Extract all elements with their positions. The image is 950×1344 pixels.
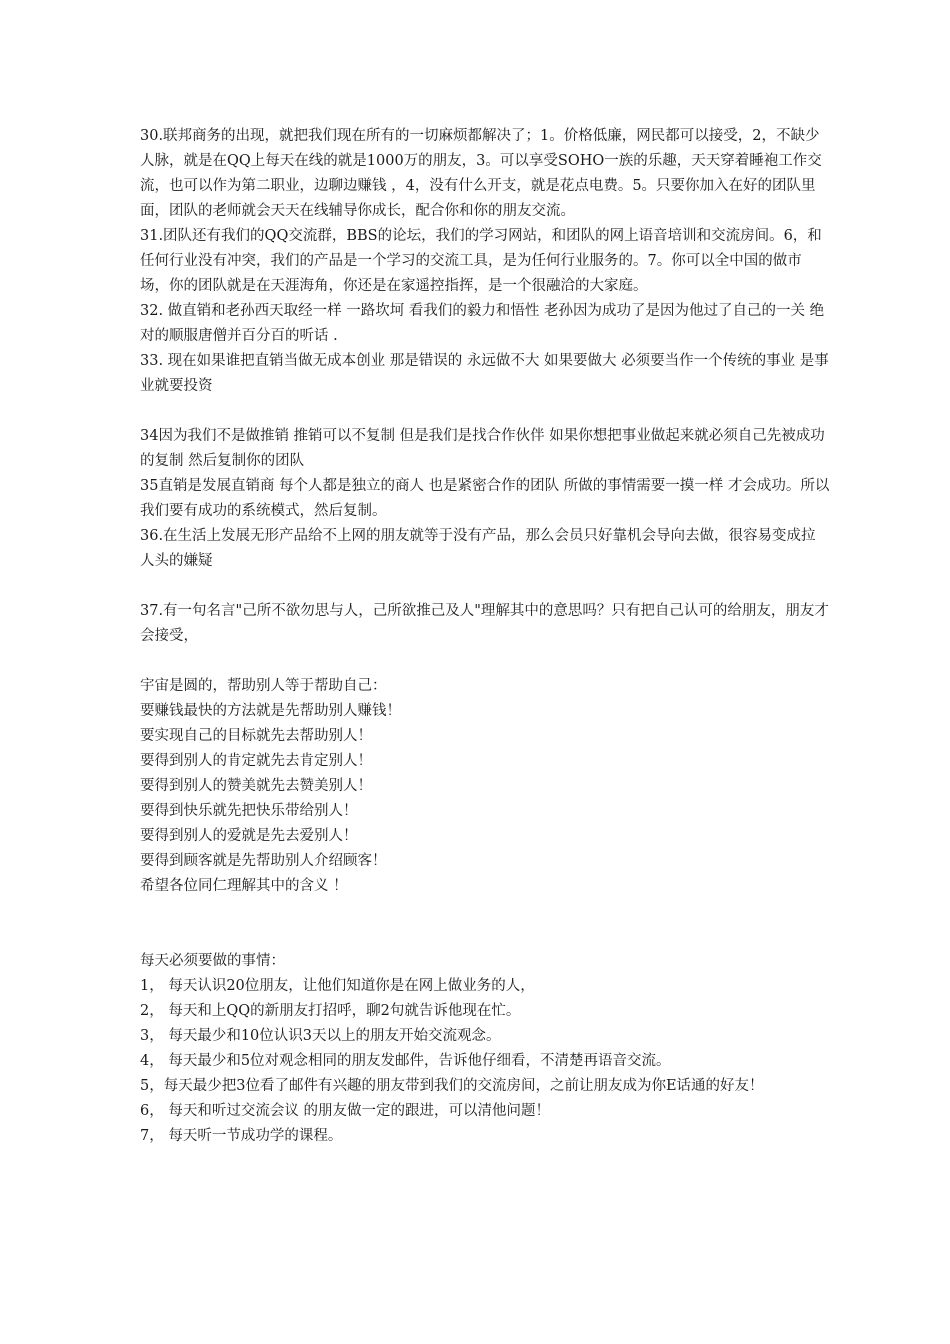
universe-line: 要得到别人的爱就是先去爱别人！: [140, 828, 358, 844]
daily-task-item: 6， 每天和听过交流会议 的朋友做一定的跟进，可以清他问题！: [140, 1103, 550, 1119]
spacer: [140, 574, 830, 599]
daily-task-item: 1， 每天认识20位朋友，让他们知道你是在网上做业务的人，: [140, 978, 535, 994]
document-body: [140, 124, 830, 1149]
daily-tasks-title: 每天必须要做的事情：: [140, 953, 285, 969]
paragraph-37: 37.有一句名言"己所不欲勿思与人，己所欲推己及人"理解其中的意思吗？只有把自己认可的给朋友，朋友才会接受，: [140, 603, 829, 644]
universe-line: 要得到快乐就先把快乐带给别人！: [140, 803, 358, 819]
universe-line: 要得到别人的肯定就先去肯定别人！: [140, 753, 372, 769]
universe-line: 要实现自己的目标就先去帮助别人！: [140, 728, 372, 744]
daily-task-item: 4， 每天最少和5位对观念相同的朋友发邮件，告诉他仔细看，不清楚再语音交流。: [140, 1053, 671, 1069]
universe-line: 宇宙是圆的，帮助别人等于帮助自己：: [140, 678, 387, 694]
universe-line: 要赚钱最快的方法就是先帮助别人赚钱！: [140, 703, 401, 719]
spacer: [140, 899, 830, 949]
universe-line: 希望各位同仁理解其中的含义 ！: [140, 878, 348, 894]
paragraph-30: 30.联邦商务的出现，就把我们现在所有的一切麻烦都解决了；1。价格低廉，网民都可以接受，2，不缺少人脉，就是在QQ上每天在线的就是1000万的朋友，3。可以享受SOHO一族的乐趣，天天穿着睡袍工作交流，也可以作为第二职业，边聊边赚钱 ，4，没有什么开支，就是花点电费。5。只要你加入在好的团队里面，团队的老师就会天天在线辅导你成长，配合你和你的朋友交流。: [140, 128, 822, 219]
paragraph-36: 36.在生活上发展无形产品给不上网的朋友就等于没有产品，那么会员只好靠机会导向去做，很容易变成拉人头的嫌疑: [140, 528, 816, 569]
universe-line: 要得到顾客就是先帮助别人介绍顾客！: [140, 853, 387, 869]
paragraph-32: 32. 做直销和老孙西天取经一样 一路坎坷 看我们的毅力和悟性 老孙因为成功了是因为他过了自己的一关 绝对的顺服唐僧并百分百的听话 .: [140, 303, 825, 344]
daily-task-item: 7， 每天听一节成功学的课程。: [140, 1128, 343, 1144]
daily-task-item: 5，每天最少把3位看了邮件有兴趣的朋友带到我们的交流房间，之前让朋友成为你E话通的好友！: [140, 1078, 764, 1094]
universe-line: 要得到别人的赞美就先去赞美别人！: [140, 778, 372, 794]
paragraph-33: 33. 现在如果谁把直销当做无成本创业 那是错误的 永远做不大 如果要做大 必须要当作一个传统的事业 是事业就要投资: [140, 353, 829, 394]
spacer: [140, 399, 830, 424]
paragraph-31: 31.团队还有我们的QQ交流群，BBS的论坛，我们的学习网站，和团队的网上语音培训和交流房间。6，和任何行业没有冲突，我们的产品是一个学习的交流工具，是为任何行业服务的。7。你可以全中国的做市场，你的团队就是在天涯海角，你还是在家遥控指挥，是一个很融洽的大家庭。: [140, 228, 822, 294]
paragraph-35: 35直销是发展直销商 每个人都是独立的商人 也是紧密合作的团队 所做的事情需要一摸一样 才会成功。所以我们要有成功的系统模式，然后复制。: [140, 478, 830, 519]
daily-task-item: 3， 每天最少和10位认识3天以上的朋友开始交流观念。: [140, 1028, 501, 1044]
spacer: [140, 649, 830, 674]
paragraph-34: 34因为我们不是做推销 推销可以不复制 但是我们是找合作伙伴 如果你想把事业做起来就必须自己先被成功的复制 然后复制你的团队: [140, 428, 825, 469]
daily-task-item: 2， 每天和上QQ的新朋友打招呼，聊2句就告诉他现在忙。: [140, 1003, 521, 1019]
